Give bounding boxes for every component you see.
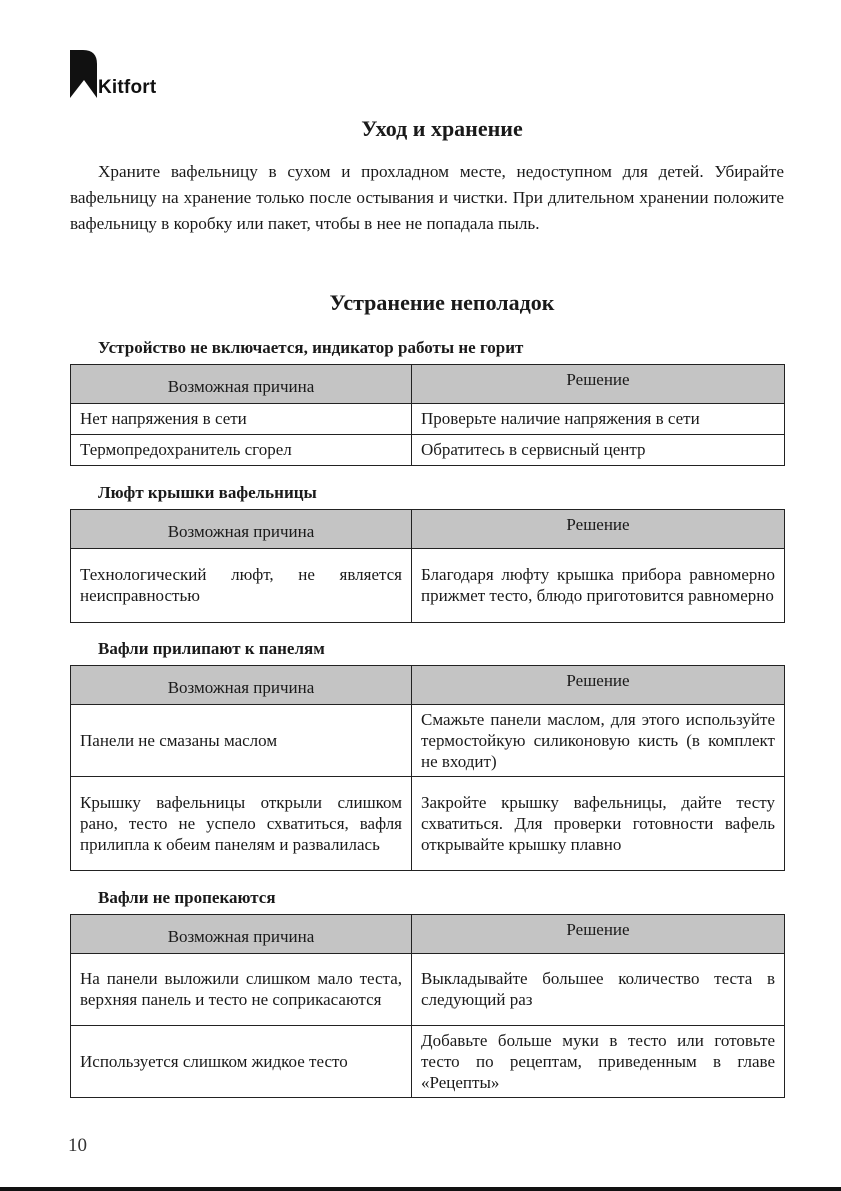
section-title: Люфт крышки вафельницы: [98, 483, 317, 502]
solution-cell: Добавьте больше муки в тесто или готовьте тесто по рецептам, приведенным в главе «Рецепты»: [412, 1026, 785, 1098]
col-header-solution: Решение: [412, 510, 785, 549]
table-row: [71, 705, 785, 777]
table-row: [71, 549, 785, 623]
bottom-border: [0, 1187, 841, 1191]
col-header-cause: Возможная причина: [71, 365, 412, 404]
table-row: [71, 1026, 785, 1098]
solution-cell: Выкладывайте большее количество теста в следующий раз: [412, 954, 785, 1026]
troubleshooting-table: [70, 364, 785, 466]
table-header-row: [71, 915, 785, 954]
page-number: 10: [68, 1135, 87, 1156]
solution-cell: Смажьте панели маслом, для этого используйте термостойкую силиконовую кисть (в комплект не входит): [412, 705, 785, 777]
troubleshooting-title: Устранение неполадок: [329, 290, 555, 315]
table-header-row: [71, 365, 785, 404]
table-row: [71, 954, 785, 1026]
cause-cell: На панели выложили слишком мало теста, верхняя панель и тесто не соприкасаются: [71, 954, 412, 1026]
troubleshooting-table: [70, 914, 785, 1098]
section-title: Устройство не включается, индикатор работы не горит: [98, 338, 524, 357]
troubleshooting-table: [70, 665, 785, 871]
table-row: [71, 404, 785, 435]
cause-cell: Крышку вафельницы открыли слишком рано, тесто не успело схватиться, вафля прилипла к обеим панелям и развалилась: [71, 777, 412, 871]
cause-cell: Используется слишком жидкое тесто: [71, 1026, 412, 1098]
table-row: [71, 777, 785, 871]
section-title: Вафли не пропекаются: [98, 888, 276, 907]
solution-cell: Обратитесь в сервисный центр: [412, 435, 785, 466]
solution-cell: Благодаря люфту крышка прибора равномерно прижмет тесто, блюдо приготовится равномерно: [412, 549, 785, 623]
col-header-solution: Решение: [412, 666, 785, 705]
solution-cell: Закройте крышку вафельницы, дайте тесту схватиться. Для проверки готовности вафель открывайте крышку плавно: [412, 777, 785, 871]
cause-cell: Технологический люфт, не является неисправностью: [71, 549, 412, 623]
brand-name: Kitfort: [98, 77, 157, 98]
cause-cell: Нет напряжения в сети: [71, 404, 412, 435]
troubleshooting-table: [70, 509, 785, 623]
kitfort-logo-icon: [70, 50, 98, 98]
section-title: Вафли прилипают к панелям: [98, 639, 325, 658]
table-header-row: [71, 510, 785, 549]
kitfort-logo: [70, 50, 190, 100]
cause-cell: Панели не смазаны маслом: [71, 705, 412, 777]
storage-title: Уход и хранение: [361, 116, 523, 141]
col-header-solution: Решение: [412, 915, 785, 954]
storage-text: Храните вафельницу в сухом и прохладном месте, недоступном для детей. Убирайте вафельницу на хранение только после остывания и чистки. При длительном хранении положите вафельницу в коробку или пакет, чтобы в нее не попадала пыль.: [70, 162, 784, 233]
table-header-row: [71, 666, 785, 705]
table-row: [71, 435, 785, 466]
col-header-cause: Возможная причина: [71, 666, 412, 705]
col-header-cause: Возможная причина: [71, 915, 412, 954]
col-header-solution: Решение: [412, 365, 785, 404]
col-header-cause: Возможная причина: [71, 510, 412, 549]
solution-cell: Проверьте наличие напряжения в сети: [412, 404, 785, 435]
cause-cell: Термопредохранитель сгорел: [71, 435, 412, 466]
